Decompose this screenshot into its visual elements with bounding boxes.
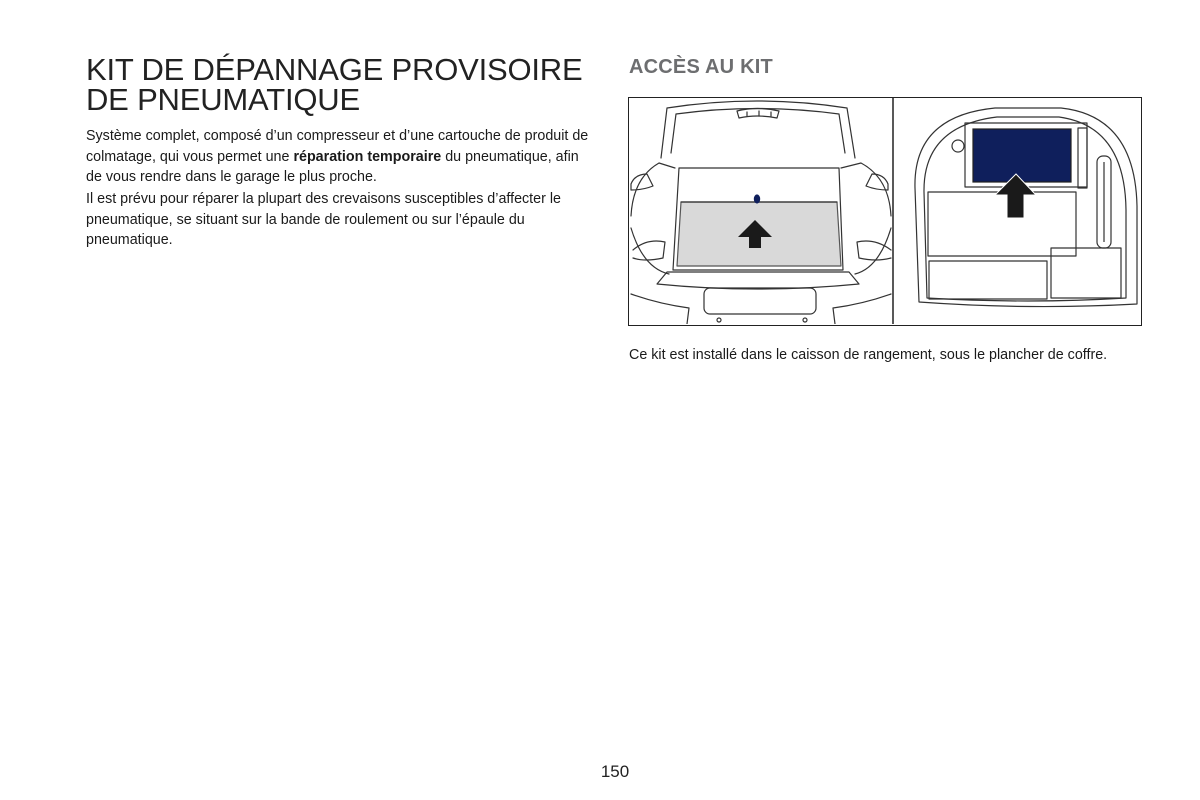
- kit-location-caption: Ce kit est installé dans le caisson de rangement, sous le plancher de coffre.: [629, 347, 1108, 363]
- tailgate-outline: [661, 101, 855, 158]
- tailgate-handle: [737, 109, 779, 119]
- page-title-line-2: DE PNEUMATIQUE: [86, 82, 360, 117]
- compartment-screw: [952, 140, 964, 152]
- tail-light-left: [633, 241, 665, 260]
- floor-handle: [754, 195, 759, 203]
- kit-access-figure: [628, 97, 1142, 326]
- tail-light-right: [857, 241, 891, 260]
- intro-text-end: du pneumatique, afin de vous rendre dans le garage le plus proche.: [86, 148, 579, 185]
- intro-paragraph-1: [86, 126, 596, 188]
- lower-body-right: [833, 294, 891, 324]
- tailgate-inner-line: [671, 109, 845, 154]
- mirror-left: [631, 174, 653, 190]
- bottom-left-tray: [929, 261, 1047, 299]
- section-title: ACCÈS AU KIT: [629, 56, 773, 78]
- lower-body-left: [631, 294, 689, 324]
- page-title: [86, 52, 606, 117]
- kit-access-illustration: [629, 98, 1140, 324]
- left-tray: [928, 192, 1076, 256]
- page-number: 150: [600, 762, 630, 781]
- intro-paragraph-2: Il est prévu pour réparer la plupart des crevaisons susceptibles d’affecter le pneumatique, se situant sur la bande de roulement ou sur l’épaule du pneumatique.: [86, 191, 561, 248]
- car-rear-illustration: [631, 101, 891, 324]
- license-plate: [704, 288, 816, 314]
- intro-bold-text: réparation temporaire: [293, 148, 442, 165]
- rear-bumper: [657, 272, 859, 289]
- intro-text-start: Système complet, composé d’un compresseur et d’une cartouche de produit de colmatage, qui vous permet une: [86, 128, 589, 165]
- page-title-line-1: KIT DE DÉPANNAGE PROVISOIRE: [86, 52, 583, 87]
- tire-repair-kit: [973, 129, 1071, 182]
